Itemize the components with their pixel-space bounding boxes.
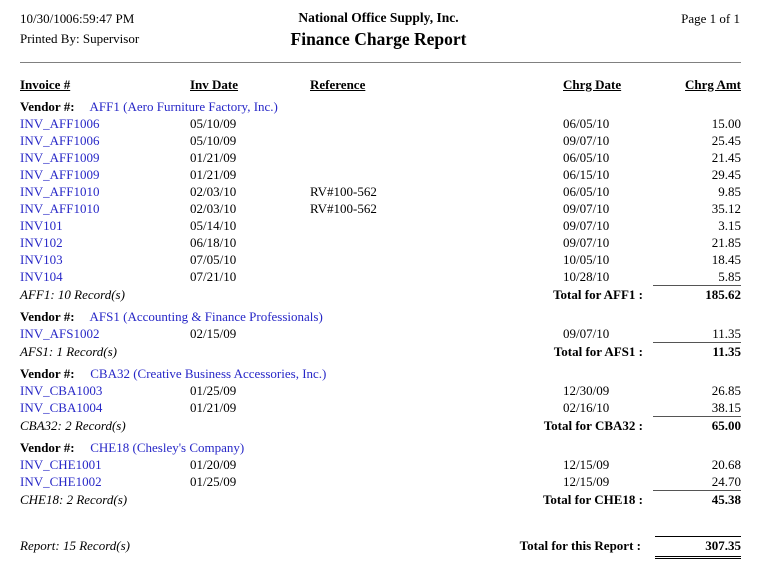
page-header (0, 0, 757, 63)
invoice-number-link[interactable]: INV_AFF1010 (20, 184, 100, 199)
company-name: National Office Supply, Inc. (298, 10, 459, 25)
invoice-number-link[interactable]: INV_AFF1009 (20, 167, 100, 182)
charge-amount-cell: 38.15 (711, 400, 741, 415)
charge-amount-cell: 21.45 (711, 150, 741, 165)
page-number: Page 1 of 1 (681, 11, 740, 26)
charge-amount-cell: 9.85 (718, 184, 741, 199)
vendor-total-row (20, 342, 741, 360)
vendor-number-label: Vendor #: (20, 440, 75, 455)
charge-date-cell: 12/15/09 (563, 457, 610, 472)
invoice-row (20, 115, 741, 132)
vendor-total-label: Total for CBA32 : (543, 418, 643, 433)
charge-date-cell: 09/07/10 (563, 218, 610, 233)
invoice-rows (20, 456, 741, 490)
charge-amount-cell: 11.35 (712, 326, 741, 341)
invoice-date-cell: 05/14/10 (190, 218, 237, 233)
column-header-chrg-date: Chrg Date (563, 77, 622, 92)
invoice-row (20, 456, 741, 473)
charge-amount-cell: 5.85 (718, 269, 741, 284)
invoice-number-link[interactable]: INV_CHE1002 (20, 474, 102, 489)
vendor-total-amount: 65.00 (653, 416, 741, 434)
invoice-row (20, 149, 741, 166)
invoice-date-cell: 01/25/09 (190, 474, 237, 489)
charge-date-cell: 10/28/10 (563, 269, 610, 284)
column-header-row (20, 76, 741, 93)
charge-amount-cell: 20.68 (711, 457, 741, 472)
report-body (20, 98, 741, 508)
vendor-total-label: Total for AFF1 : (553, 287, 643, 302)
vendor-group (20, 439, 741, 508)
invoice-row (20, 200, 741, 217)
vendor-header-row (20, 308, 741, 325)
invoice-row (20, 217, 741, 234)
reference-cell: RV#100-562 (310, 184, 377, 199)
invoice-rows (20, 115, 741, 285)
report-total-amount: 307.35 (655, 536, 741, 559)
invoice-date-cell: 01/21/09 (190, 167, 237, 182)
report-record-count: Report: 15 Record(s) (20, 538, 130, 553)
charge-date-cell: 12/30/09 (563, 383, 610, 398)
invoice-rows (20, 382, 741, 416)
vendor-total-label: Total for CHE18 : (542, 492, 643, 507)
vendor-record-count: AFF1: 10 Record(s) (20, 287, 125, 302)
vendor-record-count: CHE18: 2 Record(s) (20, 492, 128, 507)
invoice-date-cell: 05/10/09 (190, 116, 237, 131)
invoice-date-cell: 01/21/09 (190, 400, 237, 415)
invoice-number-link[interactable]: INV103 (20, 252, 63, 267)
charge-amount-cell: 21.85 (711, 235, 741, 250)
charge-amount-cell: 25.45 (711, 133, 741, 148)
vendor-name-link[interactable]: CHE18 (Chesley's Company) (90, 440, 245, 455)
charge-date-cell: 06/05/10 (563, 150, 610, 165)
report-total-label: Total for this Report : (519, 538, 641, 553)
column-header-invoice: Invoice # (20, 77, 71, 92)
vendor-name-link[interactable]: CBA32 (Creative Business Accessories, Inc.) (90, 366, 327, 381)
invoice-number-link[interactable]: INV_AFF1006 (20, 116, 100, 131)
vendor-total-row (20, 285, 741, 303)
charge-date-cell: 12/15/09 (563, 474, 610, 489)
charge-date-cell: 09/07/10 (563, 326, 610, 341)
column-header-inv-date: Inv Date (190, 77, 239, 92)
vendor-number-label: Vendor #: (20, 99, 75, 114)
charge-date-cell: 09/07/10 (563, 201, 610, 216)
header-rule (20, 62, 741, 63)
invoice-row (20, 132, 741, 149)
invoice-number-link[interactable]: INV_AFF1010 (20, 201, 100, 216)
charge-amount-cell: 26.85 (711, 383, 741, 398)
invoice-date-cell: 05/10/09 (190, 133, 237, 148)
vendor-number-label: Vendor #: (20, 309, 75, 324)
vendor-total-row (20, 490, 741, 508)
invoice-date-cell: 06/18/10 (190, 235, 237, 250)
print-time: 06:59:47 PM (66, 11, 135, 26)
charge-date-cell: 10/05/10 (563, 252, 610, 267)
invoice-date-cell: 02/03/10 (190, 184, 237, 199)
vendor-record-count: CBA32: 2 Record(s) (20, 418, 126, 433)
invoice-date-cell: 07/05/10 (190, 252, 237, 267)
charge-date-cell: 06/05/10 (563, 184, 610, 199)
vendor-record-count: AFS1: 1 Record(s) (20, 344, 117, 359)
invoice-row (20, 166, 741, 183)
report-content (20, 76, 741, 559)
vendor-group (20, 365, 741, 434)
invoice-row (20, 268, 741, 285)
report-footer-row (20, 536, 741, 559)
invoice-row (20, 251, 741, 268)
vendor-total-amount: 11.35 (653, 342, 741, 360)
print-date: 10/30/10 (20, 11, 67, 26)
charge-amount-cell: 15.00 (711, 116, 741, 131)
column-header-chrg-amt: Chrg Amt (685, 77, 741, 92)
invoice-rows (20, 325, 741, 342)
charge-date-cell: 09/07/10 (563, 133, 610, 148)
invoice-row (20, 234, 741, 251)
vendor-group (20, 308, 741, 360)
invoice-row (20, 325, 741, 342)
invoice-date-cell: 01/21/09 (190, 150, 237, 165)
vendor-total-amount: 45.38 (653, 490, 741, 508)
invoice-date-cell: 02/03/10 (190, 201, 237, 216)
invoice-date-cell: 01/20/09 (190, 457, 237, 472)
vendor-group (20, 98, 741, 303)
invoice-number-link[interactable]: INV_AFF1009 (20, 150, 100, 165)
charge-date-cell: 06/15/10 (563, 167, 610, 182)
vendor-total-amount: 185.62 (653, 285, 741, 303)
invoice-row (20, 473, 741, 490)
invoice-number-link[interactable]: INV_AFS1002 (20, 326, 100, 341)
vendor-total-row (20, 416, 741, 434)
charge-date-cell: 06/05/10 (563, 116, 610, 131)
invoice-number-link[interactable]: INV102 (20, 235, 63, 250)
charge-date-cell: 09/07/10 (563, 235, 610, 250)
column-header-reference: Reference (310, 77, 366, 92)
vendor-name-link[interactable]: AFS1 (Accounting & Finance Professionals) (89, 309, 323, 324)
charge-amount-cell: 29.45 (711, 167, 741, 182)
invoice-number-link[interactable]: INV_CBA1004 (20, 400, 103, 415)
report-title: Finance Charge Report (290, 29, 467, 49)
vendor-header-row (20, 98, 741, 115)
charge-date-cell: 02/16/10 (563, 400, 610, 415)
invoice-row (20, 183, 741, 200)
invoice-number-link[interactable]: INV_AFF1006 (20, 133, 100, 148)
charge-amount-cell: 35.12 (711, 201, 741, 216)
vendor-header-row (20, 439, 741, 456)
charge-amount-cell: 3.15 (718, 218, 741, 233)
invoice-number-link[interactable]: INV104 (20, 269, 63, 284)
invoice-date-cell: 02/15/09 (190, 326, 237, 341)
invoice-number-link[interactable]: INV_CBA1003 (20, 383, 103, 398)
reference-cell: RV#100-562 (310, 201, 377, 216)
invoice-date-cell: 01/25/09 (190, 383, 237, 398)
vendor-number-label: Vendor #: (20, 366, 75, 381)
charge-amount-cell: 24.70 (711, 474, 741, 489)
printed-by: Printed By: Supervisor (20, 31, 140, 46)
charge-amount-cell: 18.45 (711, 252, 741, 267)
vendor-total-label: Total for AFS1 : (553, 344, 643, 359)
invoice-row (20, 382, 741, 399)
invoice-row (20, 399, 741, 416)
vendor-header-row (20, 365, 741, 382)
vendor-name-link[interactable]: AFF1 (Aero Furniture Factory, Inc.) (89, 99, 278, 114)
invoice-number-link[interactable]: INV_CHE1001 (20, 457, 102, 472)
invoice-number-link[interactable]: INV101 (20, 218, 63, 233)
invoice-date-cell: 07/21/10 (190, 269, 237, 284)
